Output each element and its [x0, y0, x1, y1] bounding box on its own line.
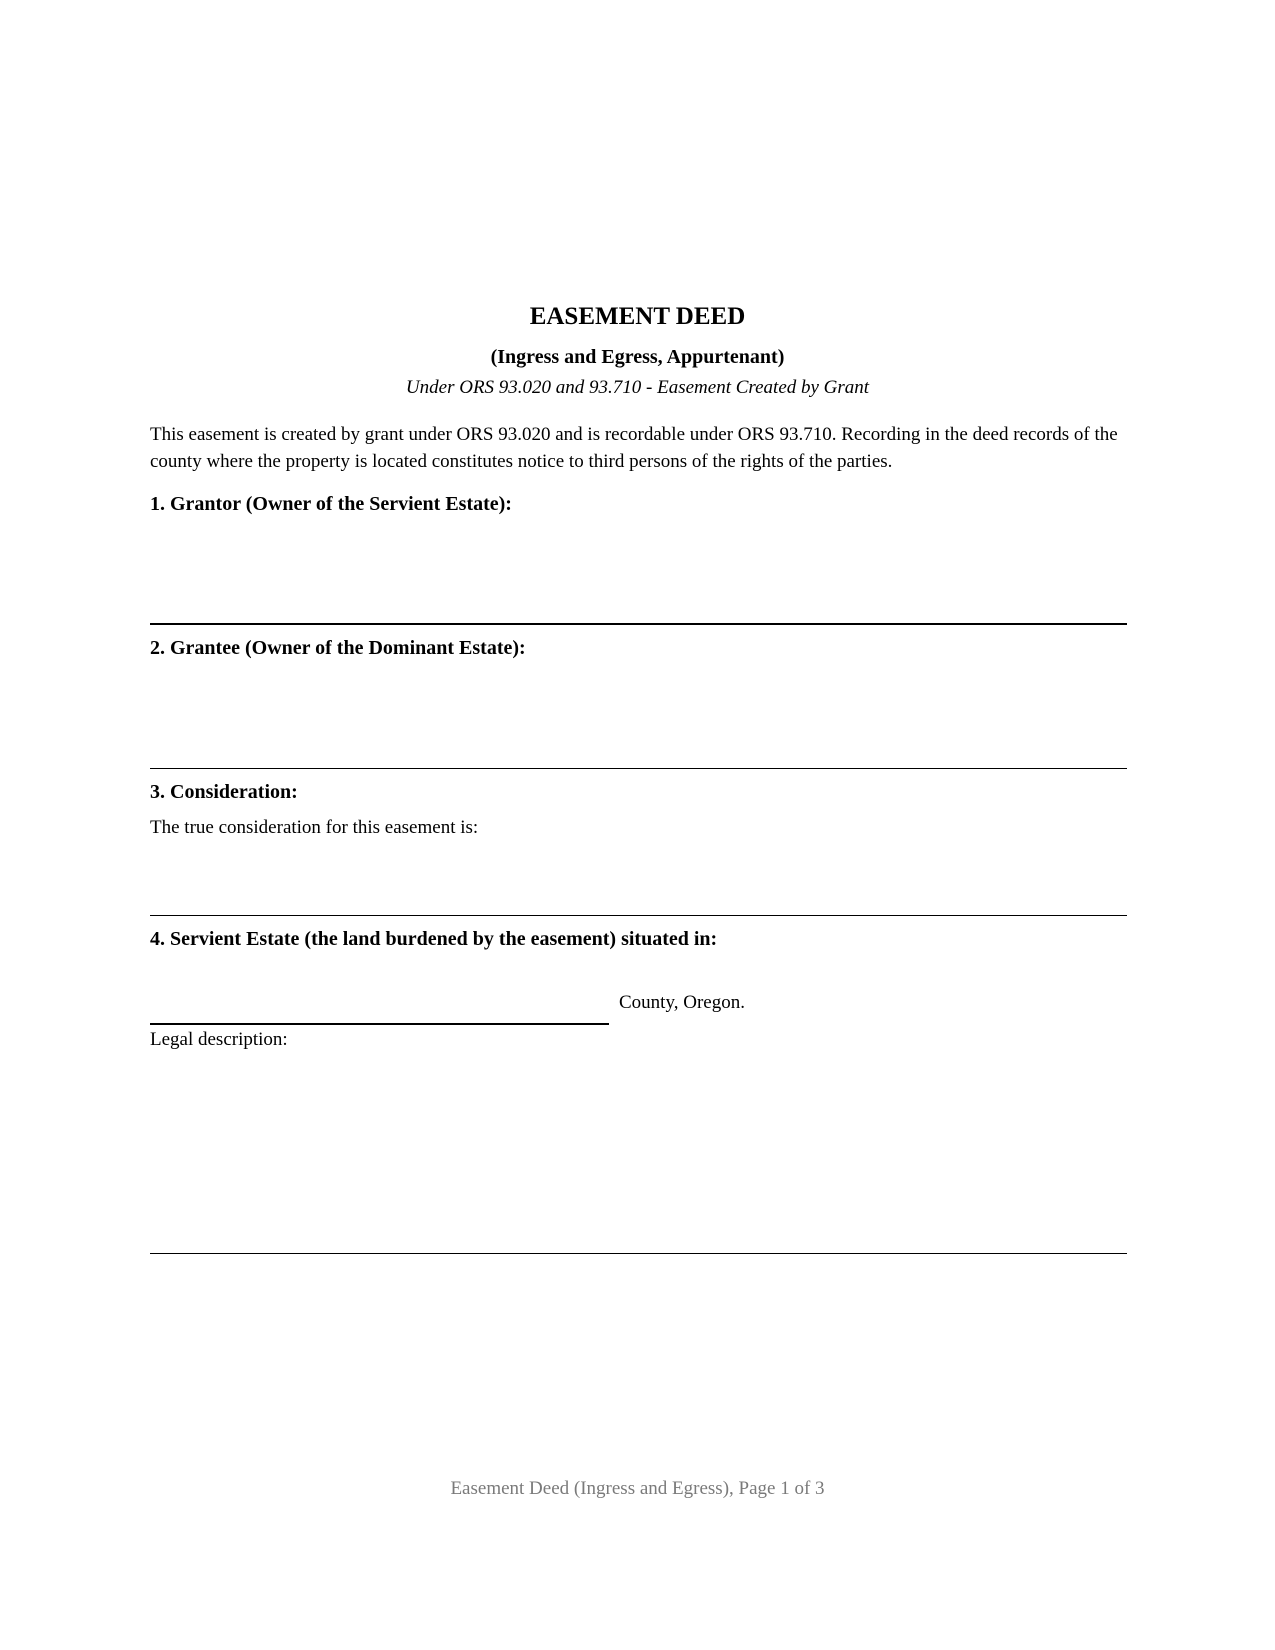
legal-description-fill-line[interactable]: [150, 1253, 1127, 1254]
consideration-heading: 3. Consideration:: [150, 781, 298, 803]
county-suffix: County, Oregon.: [619, 992, 745, 1013]
county-fill-line[interactable]: [150, 1023, 609, 1025]
servient-estate-heading: 4. Servient Estate (the land burdened by the easement) situated in:: [150, 928, 718, 950]
statute-line: Under ORS 93.020 and 93.710 - Easement Created by Grant: [405, 377, 870, 398]
page-footer: Easement Deed (Ingress and Egress), Page 1 of 3: [450, 1478, 825, 1499]
document-subtitle: (Ingress and Egress, Appurtenant): [490, 346, 785, 368]
consideration-text: The true consideration for this easement is:: [150, 817, 479, 838]
grantor-fill-line[interactable]: [150, 623, 1127, 625]
legal-description-label: Legal description:: [150, 1029, 288, 1050]
grantee-heading: 2. Grantee (Owner of the Dominant Estate):: [150, 637, 526, 659]
grantee-fill-line[interactable]: [150, 768, 1127, 769]
document-title: EASEMENT DEED: [529, 303, 746, 330]
grantor-heading: 1. Grantor (Owner of the Servient Estate):: [150, 493, 512, 515]
intro-paragraph: This easement is created by grant under ORS 93.020 and is recordable under ORS 93.710. Recording in the deed records of the county where the property is located constitutes notice to third persons of the rights of the parties.: [150, 424, 1118, 472]
consideration-fill-line[interactable]: [150, 915, 1127, 916]
